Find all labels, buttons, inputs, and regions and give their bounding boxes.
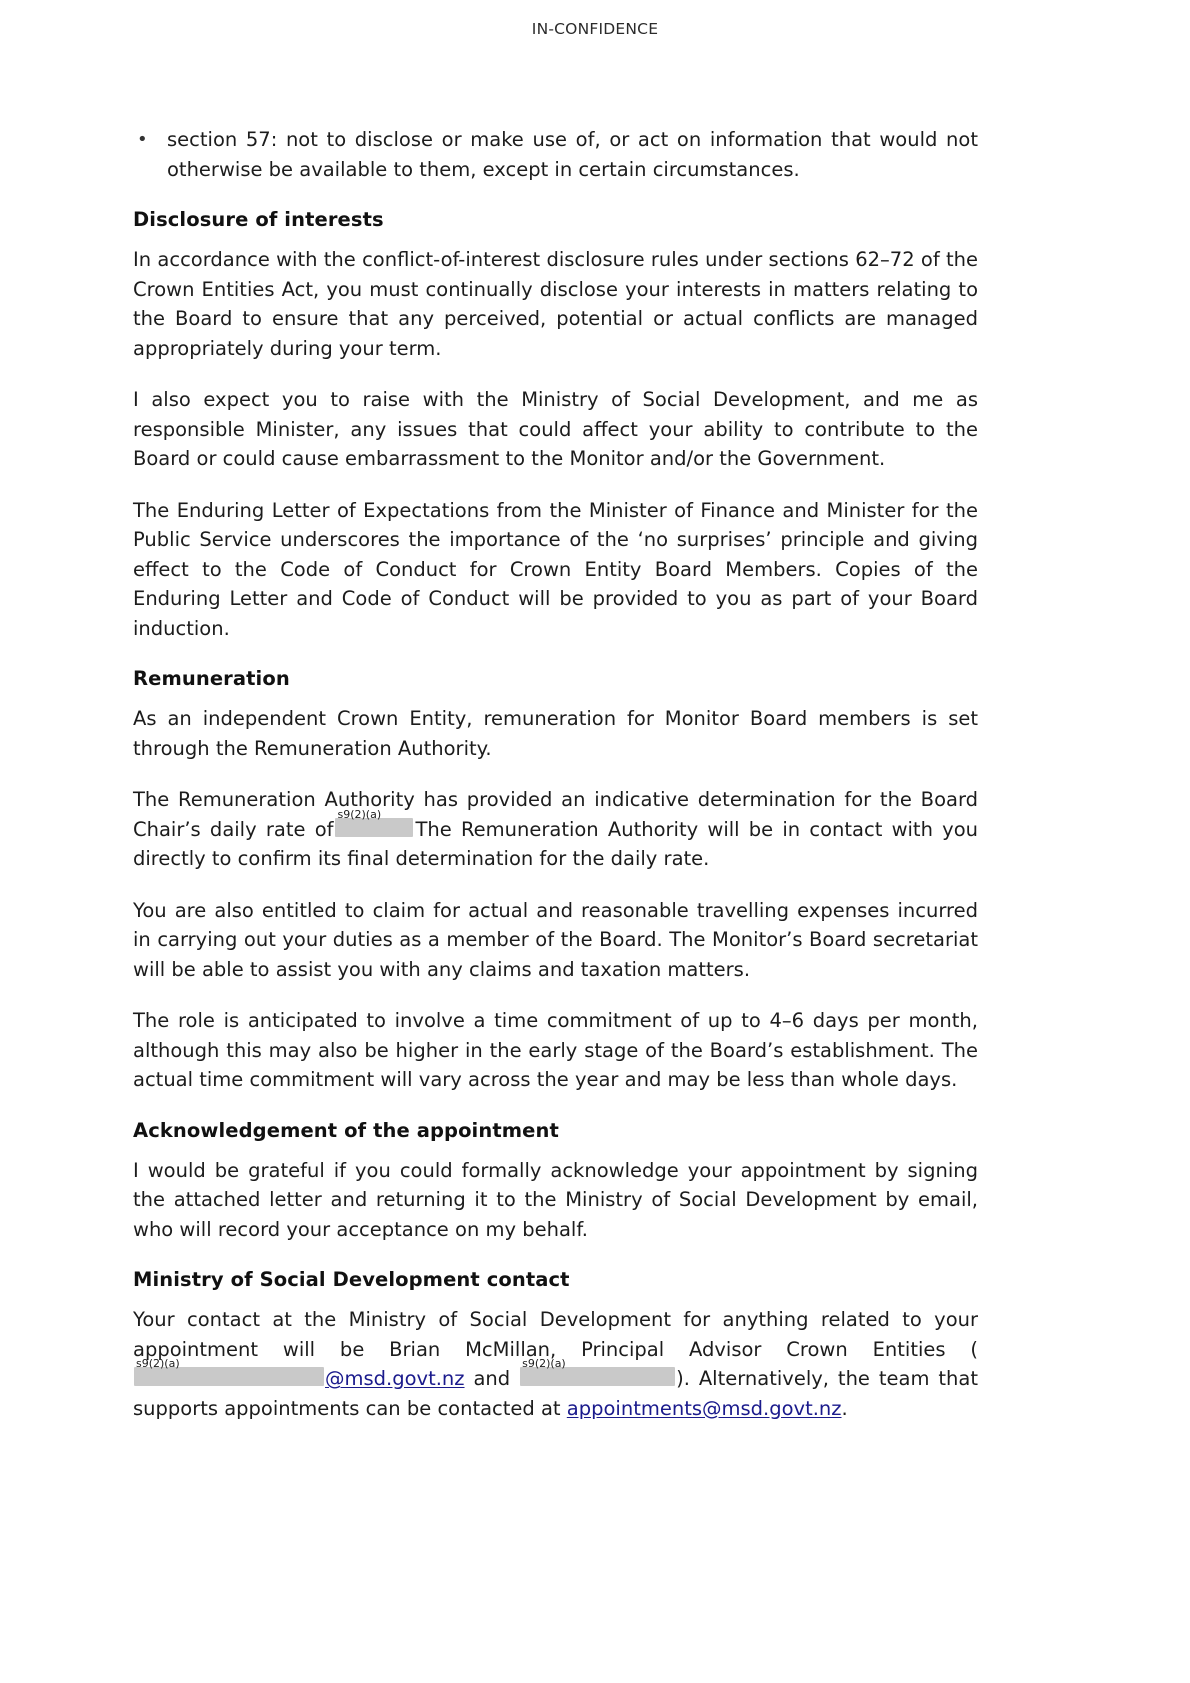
paragraph-disclosure-3: The Enduring Letter of Expectations from the Minister of Finance and Minister for the Public Service underscores the importance of the ‘no surprises’ principle and giving effect to the Code of Conduct for Crown Entity Board Members. Copies of the Enduring Letter and Code of Conduct will be provided to you as part of your Board induction. (133, 498, 978, 640)
section-heading-remuneration: Remuneration (133, 667, 290, 690)
paragraph-disclosure-2: I also expect you to raise with the Ministry of Social Development, and me as responsible Minister, any issues that could affect your ability to contribute to the Board or could cause embarrassment to the Monitor and/or the Government. (133, 388, 978, 470)
contact-conjunction: and (473, 1367, 511, 1390)
paragraph-remuneration-text-part1: The Remuneration Authority has provided an indicative determination for the Board Chair’s daily rate of (133, 788, 978, 841)
bullet-marker-icon: • (137, 129, 148, 150)
redaction-block-phone (520, 1357, 675, 1386)
redaction-block-email-user (134, 1357, 324, 1386)
paragraph-remuneration-1: As an independent Crown Entity, remuneration for Monitor Board members is set through the Remuneration Authority. (133, 707, 978, 760)
paragraph-msd-contact (133, 1305, 978, 1423)
section-heading-disclosure: Disclosure of interests (133, 208, 384, 231)
paragraph-acknowledgement-1: I would be grateful if you could formally acknowledge your appointment by signing the attached letter and returning it to the Ministry of Social Development by email, who will record your acceptance on my behalf. (133, 1158, 978, 1241)
redaction-label: s9(2)(a) (337, 807, 382, 821)
redaction-label: s9(2)(a) (136, 1357, 180, 1370)
appointments-email-link[interactable]: appointments@msd.govt.nz (566, 1396, 842, 1420)
contact-period: . (841, 1396, 848, 1420)
redaction-label: s9(2)(a) (522, 1357, 566, 1370)
list-item-text: section 57: not to disclose or make use of, or act on information that would not otherwise be available to them, except in certain circumstances. (167, 128, 978, 181)
paragraph-remuneration-text-part2: The Remuneration Authority will be in contact with you directly to confirm its final determination for the daily rate. (133, 817, 978, 870)
contact-text-part1: Your contact at the Ministry of Social Development for anything related to your appointment will be Brian McMillan, Principal Advisor Crown Entities (133, 1308, 978, 1361)
close-paren: ). (676, 1367, 690, 1390)
classification-header: IN-CONFIDENCE (531, 20, 659, 38)
redaction-block-daily-rate (335, 807, 413, 837)
paragraph-remuneration-3: The role is anticipated to involve a time commitment of up to 4–6 days per month, although this may also be higher in the early stage of the Board’s establishment. The actual time commitment will vary across the year and may be less than whole days. (133, 1009, 978, 1091)
email-link-msd[interactable]: @msd.govt.nz (325, 1367, 465, 1390)
list-item (133, 125, 978, 184)
document-body (133, 125, 978, 1445)
section-heading-msd-contact: Ministry of Social Development contact (133, 1268, 570, 1291)
section-heading-acknowledgement: Acknowledgement of the appointment (133, 1118, 559, 1142)
open-paren: ( (970, 1337, 978, 1361)
paragraph-disclosure-1: In accordance with the conflict-of-interest disclosure rules under sections 62–72 of the Crown Entities Act, you must continually disclose your interests in matters relating to the Board to ensure that any perceived, potential or actual conflicts are managed appropriately during your term. (133, 248, 978, 360)
contact-text-part2: Alternatively, the team that supports appointments can be contacted at (133, 1367, 978, 1420)
paragraph-remuneration-2: You are also entitled to claim for actual and reasonable travelling expenses incurred in carrying out your duties as a member of the Board. The Monitor’s Board secretariat will be able to assist you with any claims and taxation matters. (133, 898, 978, 981)
paragraph-remuneration-redacted (133, 785, 978, 874)
